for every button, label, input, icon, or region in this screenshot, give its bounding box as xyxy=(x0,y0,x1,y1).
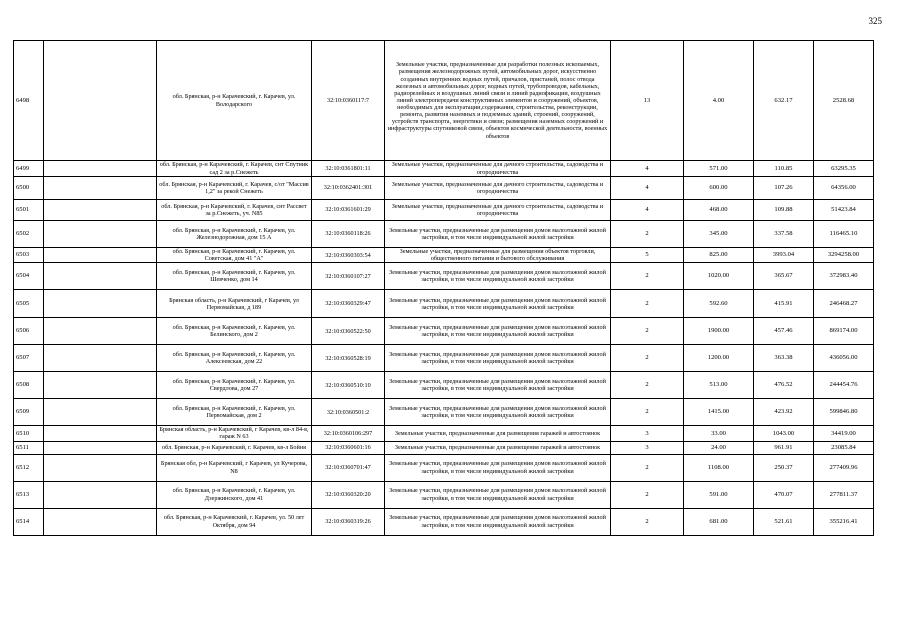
area-cell: 571.00 xyxy=(684,161,754,177)
use-code-cell: 3 xyxy=(611,441,684,454)
land-use-cell: Земельные участки, предназначенные для размещения домов малоэтажной жилой застройки, в том числе индивидуальной жилой застройки xyxy=(385,399,611,426)
cadastral-number-cell: 32:10:0360501:2 xyxy=(312,399,385,426)
area-cell: 591.00 xyxy=(684,481,754,508)
table-row xyxy=(14,248,874,263)
cadastral-number-cell: 32:10:0360106:297 xyxy=(312,426,385,441)
spacer-cell xyxy=(44,200,157,221)
land-registry-table xyxy=(13,40,874,536)
specific-value-cell: 457.46 xyxy=(754,318,814,345)
row-number-cell: 6502 xyxy=(14,221,44,248)
spacer-cell xyxy=(44,248,157,263)
cadastral-value-cell: 64356.00 xyxy=(814,177,874,200)
cadastral-number-cell: 32:10:0360117:7 xyxy=(312,41,385,161)
row-number-cell: 6507 xyxy=(14,345,44,372)
row-number-cell: 6514 xyxy=(14,508,44,535)
address-cell: Брянская область, р-н Карачевский, г Карачев, кв-л 84-в, гараж N 63 xyxy=(157,426,312,441)
table-row xyxy=(14,345,874,372)
use-code-cell: 4 xyxy=(611,200,684,221)
cadastral-value-cell: 63295.35 xyxy=(814,161,874,177)
specific-value-cell: 107.26 xyxy=(754,177,814,200)
specific-value-cell: 337.58 xyxy=(754,221,814,248)
spacer-cell xyxy=(44,399,157,426)
area-cell: 33.00 xyxy=(684,426,754,441)
area-cell: 1108.00 xyxy=(684,454,754,481)
specific-value-cell: 423.92 xyxy=(754,399,814,426)
row-number-cell: 6509 xyxy=(14,399,44,426)
specific-value-cell: 961.91 xyxy=(754,441,814,454)
use-code-cell: 2 xyxy=(611,263,684,290)
cadastral-number-cell: 32:10:0360528:19 xyxy=(312,345,385,372)
address-cell: обл. Брянская, р-н Карачевский, г. Карачев, кв-л Бойня xyxy=(157,441,312,454)
cadastral-number-cell: 32:10:0361601:29 xyxy=(312,200,385,221)
area-cell: 24.00 xyxy=(684,441,754,454)
row-number-cell: 6508 xyxy=(14,372,44,399)
address-cell: обл. Брянская, р-н Карачевский, г. Карачев, ул. Свердлова, дом 27 xyxy=(157,372,312,399)
use-code-cell: 2 xyxy=(611,318,684,345)
cadastral-value-cell: 277409.96 xyxy=(814,454,874,481)
address-cell: обл. Брянская, р-н Карачевский, г. Карачев, снт Рассвет за р.Снежеть, уч. N85 xyxy=(157,200,312,221)
table-row xyxy=(14,161,874,177)
specific-value-cell: 363.38 xyxy=(754,345,814,372)
area-cell: 345.00 xyxy=(684,221,754,248)
address-cell: обл. Брянская, р-н Карачевский, г. Карачев, ул. Белинского, дом 2 xyxy=(157,318,312,345)
spacer-cell xyxy=(44,290,157,318)
row-number-cell: 6504 xyxy=(14,263,44,290)
use-code-cell: 2 xyxy=(611,508,684,535)
cadastral-value-cell: 372983.40 xyxy=(814,263,874,290)
land-use-cell: Земельные участки, предназначенные для размещения домов малоэтажной жилой застройки, в том числе индивидуальной жилой застройки xyxy=(385,263,611,290)
spacer-cell xyxy=(44,41,157,161)
address-cell: обл. Брянская, р-н Карачевский, г. Карачев, ул. 50 лет Октября, дом 94 xyxy=(157,508,312,535)
specific-value-cell: 250.37 xyxy=(754,454,814,481)
table-row xyxy=(14,177,874,200)
use-code-cell: 2 xyxy=(611,290,684,318)
spacer-cell xyxy=(44,161,157,177)
cadastral-value-cell: 869174.00 xyxy=(814,318,874,345)
use-code-cell: 2 xyxy=(611,454,684,481)
address-cell: обл. Брянская, р-н Карачевский, г. Карачев, ул. Советская, дом 41 "А" xyxy=(157,248,312,263)
area-cell: 825.00 xyxy=(684,248,754,263)
spacer-cell xyxy=(44,426,157,441)
table-row xyxy=(14,508,874,535)
address-cell: обл. Брянская, р-н Карачевский, г. Карачев, ул. Алексеевская, дом 22 xyxy=(157,345,312,372)
land-use-cell: Земельные участки, предназначенные для размещения домов малоэтажной жилой застройки, в том числе индивидуальной жилой застройки xyxy=(385,372,611,399)
address-cell: Брянская обл, р-н Карачевский, г Карачев, ул Кучерова, N8 xyxy=(157,454,312,481)
cadastral-number-cell: 32:10:0360701:47 xyxy=(312,454,385,481)
land-use-cell: Земельные участки, предназначенные для дачного строительства, садоводства и огородничества xyxy=(385,200,611,221)
table-row xyxy=(14,426,874,441)
row-number-cell: 6500 xyxy=(14,177,44,200)
use-code-cell: 4 xyxy=(611,161,684,177)
table-row xyxy=(14,454,874,481)
table-row xyxy=(14,318,874,345)
land-use-cell: Земельные участки, предназначенные для размещения домов малоэтажной жилой застройки, в том числе индивидуальной жилой застройки xyxy=(385,454,611,481)
use-code-cell: 3 xyxy=(611,426,684,441)
spacer-cell xyxy=(44,221,157,248)
land-use-cell: Земельные участки, предназначенные для дачного строительства, садоводства и огородничества xyxy=(385,161,611,177)
cadastral-number-cell: 32:10:0360303:54 xyxy=(312,248,385,263)
specific-value-cell: 476.52 xyxy=(754,372,814,399)
address-cell: обл. Брянская, р-н Карачевский, г. Карачев, ул. Шевченко, дом 14 xyxy=(157,263,312,290)
area-cell: 592.60 xyxy=(684,290,754,318)
row-number-cell: 6513 xyxy=(14,481,44,508)
spacer-cell xyxy=(44,177,157,200)
row-number-cell: 6511 xyxy=(14,441,44,454)
cadastral-value-cell: 599846.80 xyxy=(814,399,874,426)
address-cell: обл. Брянская, р-н Карачевский, г. Карачев, снт Спутник сад 2 за р.Снежеть xyxy=(157,161,312,177)
table-row xyxy=(14,399,874,426)
cadastral-value-cell: 244454.76 xyxy=(814,372,874,399)
table-row xyxy=(14,290,874,318)
specific-value-cell: 1043.00 xyxy=(754,426,814,441)
spacer-cell xyxy=(44,441,157,454)
specific-value-cell: 110.85 xyxy=(754,161,814,177)
cadastral-value-cell: 34419.00 xyxy=(814,426,874,441)
cadastral-number-cell: 32:10:0360329:47 xyxy=(312,290,385,318)
specific-value-cell: 415.91 xyxy=(754,290,814,318)
use-code-cell: 5 xyxy=(611,248,684,263)
cadastral-number-cell: 32:10:0360320:20 xyxy=(312,481,385,508)
cadastral-value-cell: 116465.10 xyxy=(814,221,874,248)
area-cell: 1900.00 xyxy=(684,318,754,345)
cadastral-value-cell: 277811.37 xyxy=(814,481,874,508)
spacer-cell xyxy=(44,318,157,345)
address-cell: обл. Брянская, р-н Карачевский, г. Карачев, ул. Первомайская, дом 2 xyxy=(157,399,312,426)
land-use-cell: Земельные участки, предназначенные для размещения гаражей и автостоянок xyxy=(385,426,611,441)
address-cell: Брянская область, р-н Карачевский, г Карачев, ул Первомайская, д 189 xyxy=(157,290,312,318)
area-cell: 1200.00 xyxy=(684,345,754,372)
land-use-cell: Земельные участки, предназначенные для дачного строительства, садоводства и огородничества xyxy=(385,177,611,200)
area-cell: 513.00 xyxy=(684,372,754,399)
table-row xyxy=(14,372,874,399)
area-cell: 4.00 xyxy=(684,41,754,161)
row-number-cell: 6506 xyxy=(14,318,44,345)
area-cell: 1415.00 xyxy=(684,399,754,426)
land-use-cell: Земельные участки, предназначенные для размещения гаражей и автостоянок xyxy=(385,441,611,454)
cadastral-value-cell: 2528.68 xyxy=(814,41,874,161)
spacer-cell xyxy=(44,481,157,508)
specific-value-cell: 3993.04 xyxy=(754,248,814,263)
use-code-cell: 2 xyxy=(611,221,684,248)
cadastral-number-cell: 32:10:0361801:11 xyxy=(312,161,385,177)
specific-value-cell: 365.67 xyxy=(754,263,814,290)
land-use-cell: Земельные участки, предназначенные для размещения домов малоэтажной жилой застройки, в том числе индивидуальной жилой застройки xyxy=(385,290,611,318)
land-use-cell: Земельные участки, предназначенные для размещения домов малоэтажной жилой застройки, в том числе индивидуальной жилой застройки xyxy=(385,508,611,535)
specific-value-cell: 521.61 xyxy=(754,508,814,535)
table-row xyxy=(14,221,874,248)
cadastral-value-cell: 51423.84 xyxy=(814,200,874,221)
address-cell: обл. Брянская, р-н Карачевский, г. Карачев, ул. Дзержинского, дом 41 xyxy=(157,481,312,508)
cadastral-value-cell: 355216.41 xyxy=(814,508,874,535)
cadastral-number-cell: 32:10:0360510:10 xyxy=(312,372,385,399)
cadastral-number-cell: 32:10:0360118:26 xyxy=(312,221,385,248)
land-use-cell: Земельные участки, предназначенные для размещения домов малоэтажной жилой застройки, в том числе индивидуальной жилой застройки xyxy=(385,345,611,372)
specific-value-cell: 632.17 xyxy=(754,41,814,161)
spacer-cell xyxy=(44,508,157,535)
cadastral-value-cell: 3294258.00 xyxy=(814,248,874,263)
use-code-cell: 4 xyxy=(611,177,684,200)
cadastral-value-cell: 23085.84 xyxy=(814,441,874,454)
row-number-cell: 6512 xyxy=(14,454,44,481)
spacer-cell xyxy=(44,263,157,290)
row-number-cell: 6505 xyxy=(14,290,44,318)
use-code-cell: 13 xyxy=(611,41,684,161)
table-row xyxy=(14,263,874,290)
table-row xyxy=(14,441,874,454)
area-cell: 681.00 xyxy=(684,508,754,535)
spacer-cell xyxy=(44,454,157,481)
area-cell: 600.00 xyxy=(684,177,754,200)
cadastral-value-cell: 246468.27 xyxy=(814,290,874,318)
address-cell: обл. Брянская, р-н Карачевский, г. Карачев, ул. Железнодорожная, дом 15 А xyxy=(157,221,312,248)
row-number-cell: 6501 xyxy=(14,200,44,221)
address-cell: обл. Брянская, р-н Карачевский, г. Карачев, ул. Володарского xyxy=(157,41,312,161)
use-code-cell: 2 xyxy=(611,399,684,426)
land-use-cell: Земельные участки, предназначенные для размещения домов малоэтажной жилой застройки, в том числе индивидуальной жилой застройки xyxy=(385,481,611,508)
cadastral-number-cell: 32:10:0360522:50 xyxy=(312,318,385,345)
use-code-cell: 2 xyxy=(611,345,684,372)
land-use-cell: Земельные участки, предназначенные для размещения объектов торговли, общественного питания и бытового обслуживания xyxy=(385,248,611,263)
land-use-cell: Земельные участки, предназначенные для размещения домов малоэтажной жилой застройки, в том числе индивидуальной жилой застройки xyxy=(385,221,611,248)
area-cell: 1020.00 xyxy=(684,263,754,290)
page-number: 325 xyxy=(868,16,882,26)
cadastral-number-cell: 32:10:0360107:27 xyxy=(312,263,385,290)
row-number-cell: 6498 xyxy=(14,41,44,161)
spacer-cell xyxy=(44,372,157,399)
address-cell: обл. Брянская, р-н Карачевский, г. Карачев, с/от "Массив 1,2" за рекой Снежеть xyxy=(157,177,312,200)
cadastral-value-cell: 436056.00 xyxy=(814,345,874,372)
specific-value-cell: 470.07 xyxy=(754,481,814,508)
cadastral-number-cell: 32:10:0362401:301 xyxy=(312,177,385,200)
table-row xyxy=(14,481,874,508)
row-number-cell: 6510 xyxy=(14,426,44,441)
table-row xyxy=(14,41,874,161)
row-number-cell: 6499 xyxy=(14,161,44,177)
table-row xyxy=(14,200,874,221)
use-code-cell: 2 xyxy=(611,372,684,399)
specific-value-cell: 109.88 xyxy=(754,200,814,221)
spacer-cell xyxy=(44,345,157,372)
land-use-cell: Земельные участки, предназначенные для разработки полезных ископаемых, размещения железнодорожных путей, автомобильных дорог, искусственно созданных внутренних водных путей, причалов, пристаней, полос отвода железных и автомобильных дорог, водных путей, трубопроводов, кабельных, радиорелейных и воздушных линий связи и линий радиофикации, воздушных линий электропередачи конструктивных элементов и сооружений, объектов, необходимых для эксплуатации,содержания, строительства, реконструкции, ремонта, развития наземных и подземных зданий, строений, сооружений, устройств транспорта, энергетики и связи; размещения наземных сооружений и инфраструктуры спутниковой связи, объектов космической деятельности, военных объектов xyxy=(385,41,611,161)
land-use-cell: Земельные участки, предназначенные для размещения домов малоэтажной жилой застройки, в том числе индивидуальной жилой застройки xyxy=(385,318,611,345)
row-number-cell: 6503 xyxy=(14,248,44,263)
cadastral-number-cell: 32:10:0360601:16 xyxy=(312,441,385,454)
use-code-cell: 2 xyxy=(611,481,684,508)
cadastral-number-cell: 32:10:0360319:26 xyxy=(312,508,385,535)
area-cell: 468.00 xyxy=(684,200,754,221)
